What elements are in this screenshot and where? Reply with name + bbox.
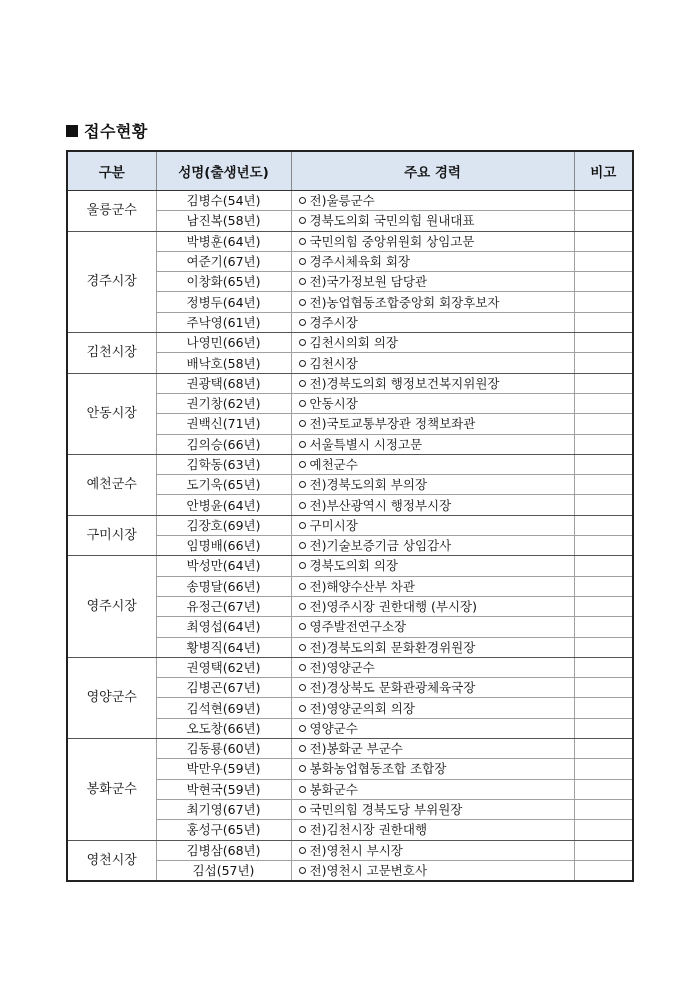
career-cell [291, 718, 574, 738]
career-text: 국민의힘 중앙위원회 상임고문 [309, 233, 475, 249]
career-text: 구미시장 [309, 517, 358, 533]
career-cell [291, 576, 574, 596]
career-text: 전)기술보증기금 상임감사 [309, 538, 452, 554]
candidate-name-cell: 최영섭(64년) [156, 617, 291, 637]
note-cell [574, 576, 633, 596]
table-row [67, 739, 633, 759]
career-text: 경주시체육회 회장 [309, 254, 411, 270]
circle-bullet-icon [299, 664, 306, 671]
circle-bullet-icon [299, 725, 306, 732]
career-cell [291, 657, 574, 677]
career-cell [291, 799, 574, 819]
circle-bullet-icon [299, 745, 306, 752]
note-cell [574, 211, 633, 231]
career-text: 경주시장 [309, 314, 358, 330]
career-text: 전)경북도의회 문화환경위원장 [309, 639, 476, 655]
table-row [67, 191, 633, 211]
career-text: 전)김천시장 권한대행 [309, 822, 428, 838]
note-cell [574, 251, 633, 271]
section-title [66, 119, 148, 142]
note-cell [574, 373, 633, 393]
career-text: 전)경북도의회 부의장 [309, 477, 428, 493]
career-cell [291, 475, 574, 495]
note-cell [574, 292, 633, 312]
note-cell [574, 495, 633, 515]
circle-bullet-icon [299, 684, 306, 691]
circle-bullet-icon [299, 562, 306, 569]
career-text: 전)영주시장 권한대행 (부시장) [309, 599, 477, 615]
candidate-name-cell: 박만우(59년) [156, 759, 291, 779]
circle-bullet-icon [299, 623, 306, 630]
header-name: 성명(출생년도) [156, 151, 291, 191]
candidate-name-cell: 권영택(62년) [156, 657, 291, 677]
circle-bullet-icon [299, 278, 306, 285]
career-text: 봉화농업협동조합 조합장 [309, 761, 447, 777]
career-cell [291, 353, 574, 373]
career-cell [291, 556, 574, 576]
region-cell: 김천시장 [67, 333, 156, 374]
region-cell: 울릉군수 [67, 191, 156, 232]
note-cell [574, 759, 633, 779]
career-text: 전)국가정보원 담당관 [309, 274, 428, 290]
circle-bullet-icon [299, 644, 306, 651]
candidate-name-cell: 김장호(69년) [156, 515, 291, 535]
career-cell [291, 211, 574, 231]
career-cell [291, 251, 574, 271]
circle-bullet-icon [299, 441, 306, 448]
career-text: 국민의힘 경북도당 부위원장 [309, 802, 463, 818]
career-cell [291, 191, 574, 211]
table-row [67, 515, 633, 535]
career-text: 전)해양수산부 차관 [309, 578, 415, 594]
career-cell [291, 820, 574, 840]
note-cell [574, 678, 633, 698]
career-text: 안동시장 [309, 396, 358, 412]
career-cell [291, 860, 574, 881]
note-cell [574, 779, 633, 799]
career-cell [291, 759, 574, 779]
region-cell: 안동시장 [67, 373, 156, 454]
applicants-table [66, 150, 634, 882]
candidate-name-cell: 황병직(64년) [156, 637, 291, 657]
career-cell [291, 779, 574, 799]
note-cell [574, 739, 633, 759]
circle-bullet-icon [299, 238, 306, 245]
note-cell [574, 637, 633, 657]
career-text: 영양군수 [309, 720, 358, 736]
region-cell: 영천시장 [67, 840, 156, 881]
table-row [67, 333, 633, 353]
candidate-name-cell: 박성만(64년) [156, 556, 291, 576]
region-cell: 봉화군수 [67, 739, 156, 840]
career-text: 전)경상북도 문화관광체육국장 [309, 680, 476, 696]
career-text: 전)농업협동조합중앙회 회장후보자 [309, 294, 500, 310]
career-cell [291, 312, 574, 332]
circle-bullet-icon [299, 258, 306, 265]
candidate-name-cell: 정병두(64년) [156, 292, 291, 312]
career-text: 전)영천시 고문변호사 [309, 862, 428, 878]
career-cell [291, 373, 574, 393]
candidate-name-cell: 최기영(67년) [156, 799, 291, 819]
circle-bullet-icon [299, 360, 306, 367]
region-cell: 예천군수 [67, 454, 156, 515]
table-row [67, 454, 633, 474]
career-cell [291, 414, 574, 434]
candidate-name-cell: 임명배(66년) [156, 536, 291, 556]
note-cell [574, 718, 633, 738]
circle-bullet-icon [299, 603, 306, 610]
table-row [67, 231, 633, 251]
candidate-name-cell: 유정근(67년) [156, 596, 291, 616]
region-cell: 영주시장 [67, 556, 156, 657]
candidate-name-cell: 안병윤(64년) [156, 495, 291, 515]
circle-bullet-icon [299, 765, 306, 772]
candidate-name-cell: 송명달(66년) [156, 576, 291, 596]
region-cell: 구미시장 [67, 515, 156, 556]
circle-bullet-icon [299, 826, 306, 833]
note-cell [574, 434, 633, 454]
career-text: 예천군수 [309, 457, 358, 472]
circle-bullet-icon [299, 502, 306, 509]
note-cell [574, 414, 633, 434]
career-text: 전)울릉군수 [309, 193, 375, 209]
career-cell [291, 739, 574, 759]
candidate-name-cell: 권백신(71년) [156, 414, 291, 434]
candidate-name-cell: 김섭(57년) [156, 860, 291, 881]
candidate-name-cell: 오도창(66년) [156, 718, 291, 738]
note-cell [574, 860, 633, 881]
candidate-name-cell: 김병삼(68년) [156, 840, 291, 860]
career-cell [291, 231, 574, 251]
note-cell [574, 475, 633, 495]
region-cell: 영양군수 [67, 657, 156, 738]
table-row [67, 556, 633, 576]
note-cell [574, 312, 633, 332]
candidate-name-cell: 이창화(65년) [156, 272, 291, 292]
career-text: 봉화군수 [309, 781, 358, 797]
career-text: 전)부산광역시 행정부시장 [309, 497, 452, 513]
table-row [67, 840, 633, 860]
region-cell: 경주시장 [67, 231, 156, 332]
note-cell [574, 333, 633, 353]
career-text: 김천시의회 의장 [309, 335, 398, 351]
career-cell [291, 536, 574, 556]
candidate-name-cell: 김석현(69년) [156, 698, 291, 718]
candidate-name-cell: 박현국(59년) [156, 779, 291, 799]
career-cell [291, 272, 574, 292]
note-cell [574, 820, 633, 840]
career-text: 경북도의회 국민의힘 원내대표 [309, 213, 475, 229]
circle-bullet-icon [299, 481, 306, 488]
table-body [67, 191, 633, 882]
note-cell [574, 191, 633, 211]
circle-bullet-icon [299, 806, 306, 813]
note-cell [574, 556, 633, 576]
career-text: 경북도의회 의장 [309, 558, 398, 574]
circle-bullet-icon [299, 522, 306, 529]
career-cell [291, 840, 574, 860]
note-cell [574, 840, 633, 860]
square-bullet-icon [66, 125, 78, 137]
career-cell [291, 678, 574, 698]
career-text: 영주발전연구소장 [309, 619, 407, 635]
circle-bullet-icon [299, 542, 306, 549]
candidate-name-cell: 박병훈(64년) [156, 231, 291, 251]
header-note: 비고 [574, 151, 633, 191]
candidate-name-cell: 권기창(62년) [156, 393, 291, 413]
circle-bullet-icon [299, 380, 306, 387]
section-title-text: 접수현황 [84, 122, 148, 141]
note-cell [574, 596, 633, 616]
career-cell [291, 292, 574, 312]
candidate-name-cell: 나영민(66년) [156, 333, 291, 353]
note-cell [574, 515, 633, 535]
candidate-name-cell: 권광택(68년) [156, 373, 291, 393]
candidate-name-cell: 남진복(58년) [156, 211, 291, 231]
candidate-name-cell: 김병수(54년) [156, 191, 291, 211]
career-cell [291, 637, 574, 657]
career-cell [291, 698, 574, 718]
career-cell [291, 617, 574, 637]
candidate-name-cell: 김동룡(60년) [156, 739, 291, 759]
career-text: 서울특별시 시정고문 [309, 436, 423, 452]
circle-bullet-icon [299, 786, 306, 793]
note-cell [574, 617, 633, 637]
circle-bullet-icon [299, 197, 306, 204]
career-text: 전)경북도의회 행정보건복지위원장 [309, 375, 500, 391]
table-row [67, 657, 633, 677]
circle-bullet-icon [299, 319, 306, 326]
note-cell [574, 657, 633, 677]
circle-bullet-icon [299, 339, 306, 346]
candidate-name-cell: 김의승(66년) [156, 434, 291, 454]
candidate-name-cell: 김학동(63년) [156, 454, 291, 474]
career-text: 전)영천시 부시장 [309, 842, 403, 858]
candidate-name-cell: 여준기(67년) [156, 251, 291, 271]
career-cell [291, 495, 574, 515]
note-cell [574, 698, 633, 718]
career-cell [291, 393, 574, 413]
career-text: 전)봉화군 부군수 [309, 741, 403, 757]
table-header-row [67, 151, 633, 191]
note-cell [574, 393, 633, 413]
circle-bullet-icon [299, 867, 306, 874]
candidate-name-cell: 주낙영(61년) [156, 312, 291, 332]
circle-bullet-icon [299, 583, 306, 590]
career-cell [291, 515, 574, 535]
candidate-name-cell: 도기욱(65년) [156, 475, 291, 495]
table-row [67, 373, 633, 393]
note-cell [574, 231, 633, 251]
candidate-name-cell: 홍성구(65년) [156, 820, 291, 840]
circle-bullet-icon [299, 847, 306, 854]
note-cell [574, 353, 633, 373]
career-cell [291, 333, 574, 353]
career-cell [291, 596, 574, 616]
note-cell [574, 454, 633, 474]
candidate-name-cell: 김병곤(67년) [156, 678, 291, 698]
candidate-name-cell: 배낙호(58년) [156, 353, 291, 373]
note-cell [574, 799, 633, 819]
circle-bullet-icon [299, 705, 306, 712]
note-cell [574, 536, 633, 556]
career-cell [291, 454, 574, 474]
circle-bullet-icon [299, 400, 306, 407]
career-cell [291, 434, 574, 454]
career-text: 김천시장 [309, 355, 358, 371]
circle-bullet-icon [299, 299, 306, 306]
header-career: 주요 경력 [291, 151, 574, 191]
note-cell [574, 272, 633, 292]
circle-bullet-icon [299, 420, 306, 427]
header-region: 구분 [67, 151, 156, 191]
career-text: 전)영양군의회 의장 [309, 700, 415, 716]
career-text: 전)영양군수 [309, 659, 375, 675]
circle-bullet-icon [299, 217, 306, 224]
circle-bullet-icon [299, 461, 306, 468]
career-text: 전)국토교통부장관 정책보좌관 [309, 416, 476, 432]
